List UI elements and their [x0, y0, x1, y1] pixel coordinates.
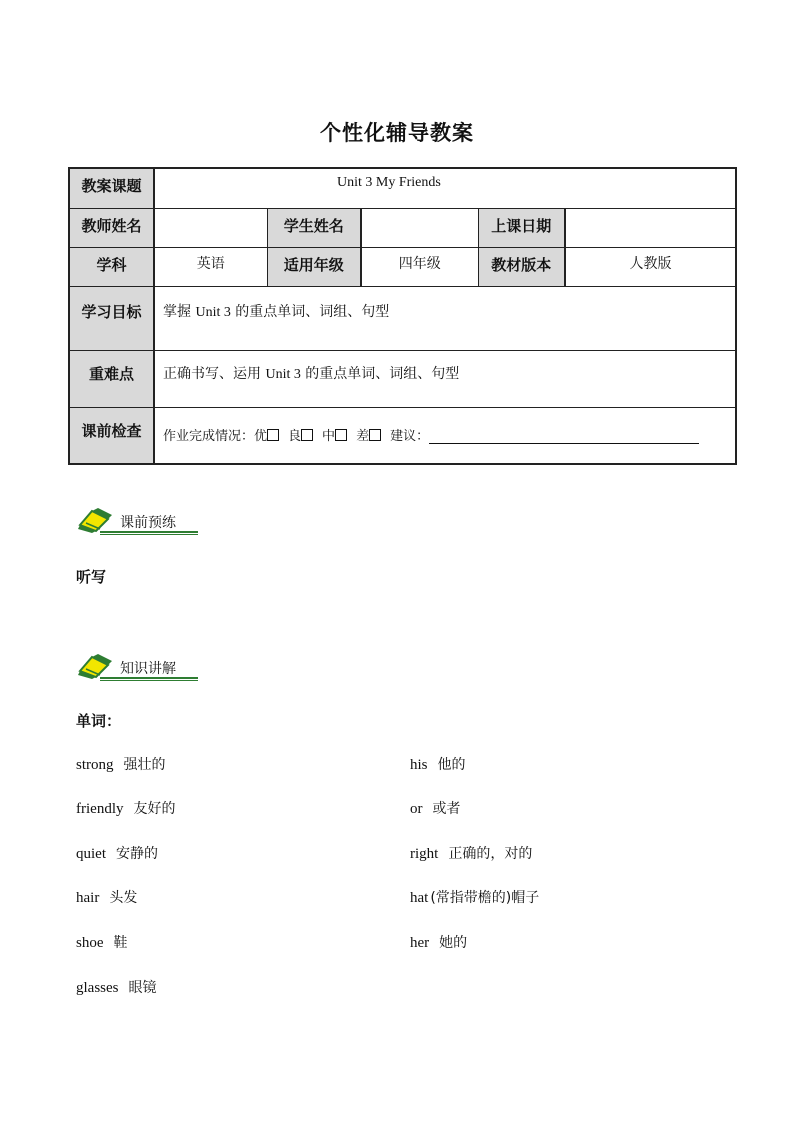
vocab-item: quiet 安静的	[76, 846, 158, 862]
vocab-item: friendly 友好的	[76, 801, 176, 817]
vocab-item: hair 头发	[76, 890, 138, 906]
section-heading-knowledge	[78, 653, 203, 681]
section-title: 知识讲解	[120, 661, 176, 677]
vocab-item: strong 强壮的	[76, 757, 166, 773]
grade-label: 适用年级	[267, 247, 361, 286]
topic-value: Unit 3 My Friends	[154, 168, 736, 208]
objective-text: 掌握 Unit 3 的重点单词、词组、句型	[154, 286, 736, 350]
student-value-cell[interactable]	[361, 208, 478, 247]
vocab-item: right 正确的，对的	[410, 846, 533, 862]
vocab-item: hat (常指带檐的)帽子	[410, 890, 540, 906]
teacher-label: 教师姓名	[69, 208, 154, 247]
edition-value: 人教版	[565, 247, 736, 286]
vocab-item: glasses 眼镜	[76, 980, 157, 996]
date-label: 上课日期	[478, 208, 565, 247]
teacher-value-cell[interactable]	[154, 208, 267, 247]
suggestion-line[interactable]	[429, 429, 699, 444]
vocab-item: or 或者	[410, 801, 461, 817]
vocab-item: shoe 鞋	[76, 935, 128, 951]
page-title: 个性化辅导教案	[320, 121, 474, 145]
section-heading-pre-practice	[78, 507, 203, 535]
precheck-text: 作业完成情况：优 良 中 差 建议：	[154, 407, 736, 464]
student-label: 学生姓名	[267, 208, 361, 247]
subject-label: 学科	[69, 247, 154, 286]
checkbox-poor[interactable]	[369, 429, 381, 441]
edition-label: 教材版本	[478, 247, 565, 286]
pencil-icon	[78, 507, 114, 533]
checkbox-good[interactable]	[301, 429, 313, 441]
difficulty-text: 正确书写、运用 Unit 3 的重点单词、词组、句型	[154, 350, 736, 407]
subject-value: 英语	[154, 247, 267, 286]
lesson-info-table	[68, 167, 737, 465]
grade-value: 四年级	[361, 247, 478, 286]
words-heading: 单词：	[76, 712, 122, 730]
checkbox-average[interactable]	[335, 429, 347, 441]
vocab-item: his 他的	[410, 757, 466, 773]
pencil-icon	[78, 653, 114, 679]
topic-label: 教案课题	[69, 168, 154, 208]
difficulty-label: 重难点	[69, 350, 154, 407]
date-value-cell[interactable]	[565, 208, 736, 247]
checkbox-excellent[interactable]	[267, 429, 279, 441]
dictation-heading: 听写	[76, 568, 107, 586]
section-title: 课前预练	[120, 515, 176, 531]
precheck-label: 课前检查	[69, 407, 154, 464]
objective-label: 学习目标	[69, 286, 154, 350]
vocab-item: her 她的	[410, 935, 468, 951]
